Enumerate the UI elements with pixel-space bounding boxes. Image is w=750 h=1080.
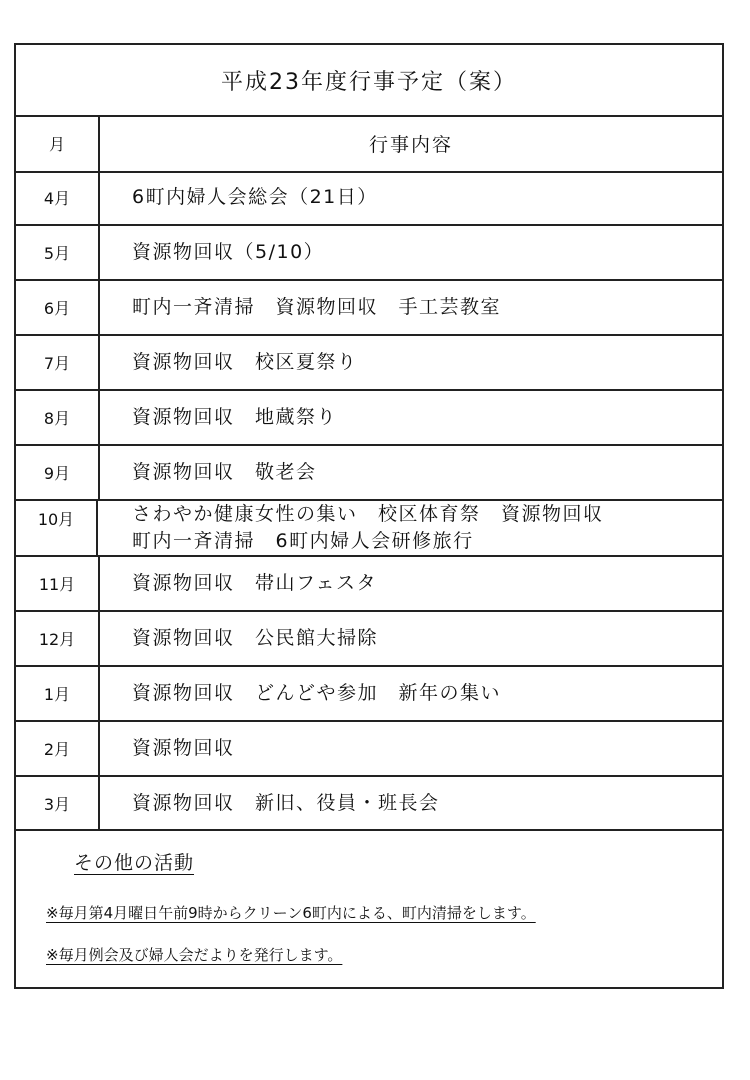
other-activities-title: その他の活動 [74,852,195,874]
row-month: 1月 [16,667,100,720]
table-header [16,115,722,173]
table-row [16,557,722,612]
row-month: 12月 [16,612,100,665]
row-content [132,446,712,499]
document-title: 平成23年度行事予定（案） [16,45,722,117]
row-month: 9月 [16,446,100,499]
row-content [132,501,712,555]
row-month: 11月 [16,557,100,610]
row-content-line: 資源物回収 どんどや参加 新年の集い [132,682,502,704]
table-row [16,612,722,667]
row-content-line: 資源物回収（5/10） [132,241,325,263]
row-month: 3月 [16,777,100,829]
row-content-line: 町内一斉清掃 資源物回収 手工芸教室 [132,296,502,318]
row-content-line: 資源物回収 公民館大掃除 [132,627,379,649]
row-month: 7月 [16,336,100,389]
row-content [132,777,712,829]
row-content [132,667,712,720]
other-activities-section [16,830,722,987]
table-row [16,336,722,391]
row-content [132,281,712,334]
table-row [16,722,722,777]
note-newsletter: ※毎月例会及び婦人会だよりを発行します。 [46,946,343,964]
row-content-line: 資源物回収 [132,737,235,759]
table-row [16,391,722,446]
table-row [16,226,722,281]
row-month: 4月 [16,171,100,224]
row-content-line: 資源物回収 校区夏祭り [132,351,358,373]
schedule-sheet [14,43,724,989]
note-monthly-cleaning: ※毎月第4月曜日午前9時からクリーン6町内による、町内清掃をします。 [46,904,536,922]
row-content [132,226,712,279]
row-content [132,391,712,444]
row-content [132,336,712,389]
row-content-line: 6町内婦人会総会（21日） [132,186,378,208]
table-row [16,777,722,831]
table-row [16,446,722,501]
table-row [16,171,722,226]
row-content-line: 資源物回収 敬老会 [132,461,317,483]
row-content [132,612,712,665]
table-row [16,281,722,336]
row-month: 10月 [16,501,98,555]
row-content [132,557,712,610]
row-content-line: 資源物回収 帯山フェスタ [132,572,378,594]
row-content [132,171,712,224]
row-content-line: 資源物回収 新旧、役員・班長会 [132,791,440,814]
row-content [132,722,712,775]
row-content-line: 町内一斉清掃 6町内婦人会研修旅行 [132,530,474,552]
row-month: 8月 [16,391,100,444]
row-content-line: さわやか健康女性の集い 校区体育祭 資源物回収 [132,503,604,525]
header-content: 行事内容 [368,133,453,156]
table-row [16,501,722,557]
header-month: 月 [16,115,100,171]
row-content-line: 資源物回収 地蔵祭り [132,406,338,428]
schedule-table-body [16,171,722,831]
row-month: 2月 [16,722,100,775]
row-month: 6月 [16,281,100,334]
table-row [16,667,722,722]
row-month: 5月 [16,226,100,279]
